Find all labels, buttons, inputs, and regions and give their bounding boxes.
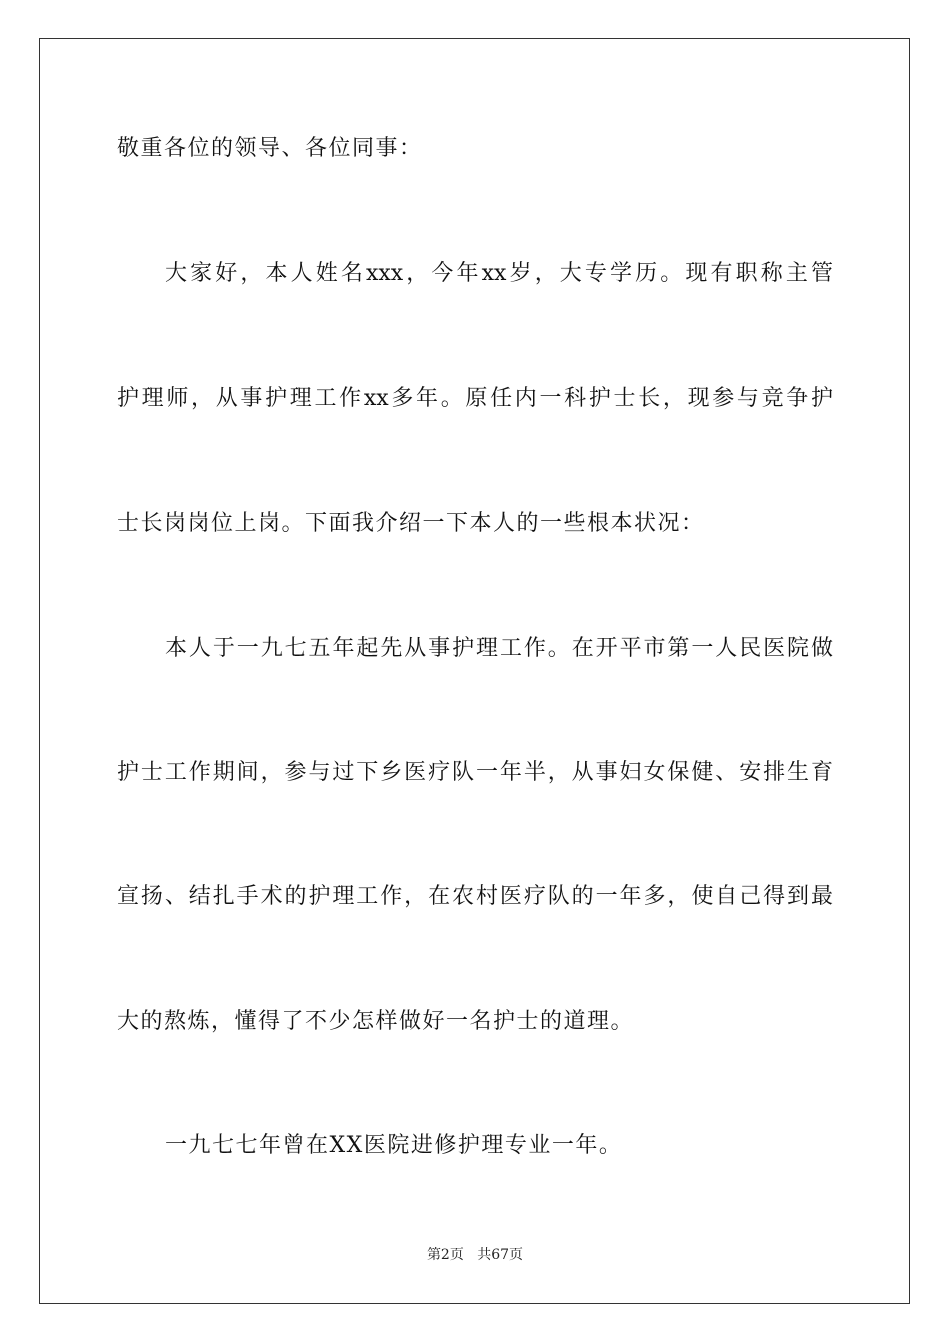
paragraph-line: 护士工作期间，参与过下乡医疗队一年半，从事妇女保健、安排生育 [117,760,833,785]
paragraph-line: 护理师，从事护理工作xx多年。原任内一科护士长，现参与竞争护 [117,386,833,411]
salutation-line: 敬重各位的领导、各位同事： [117,136,423,161]
total-pages: 共67页 [477,1247,524,1263]
paragraph-line: 大的熬炼，懂得了不少怎样做好一名护士的道理。 [117,1009,635,1034]
paragraph-line: 本人于一九七五年起先从事护理工作。在开平市第一人民医院做 [165,636,833,661]
paragraph-line: 一九七七年曾在XX医院进修护理专业一年。 [165,1133,623,1158]
page-footer [0,1245,950,1265]
paragraph-line: 大家好，本人姓名xxx，今年xx岁，大专学历。现有职称主管 [165,261,833,286]
page-border [39,38,910,1304]
paragraph-line: 士长岗岗位上岗。下面我介绍一下本人的一些根本状况： [117,511,705,536]
page-number: 第2页 [426,1247,464,1263]
paragraph-line: 宣扬、结扎手术的护理工作，在农村医疗队的一年多，使自己得到最 [117,884,833,909]
